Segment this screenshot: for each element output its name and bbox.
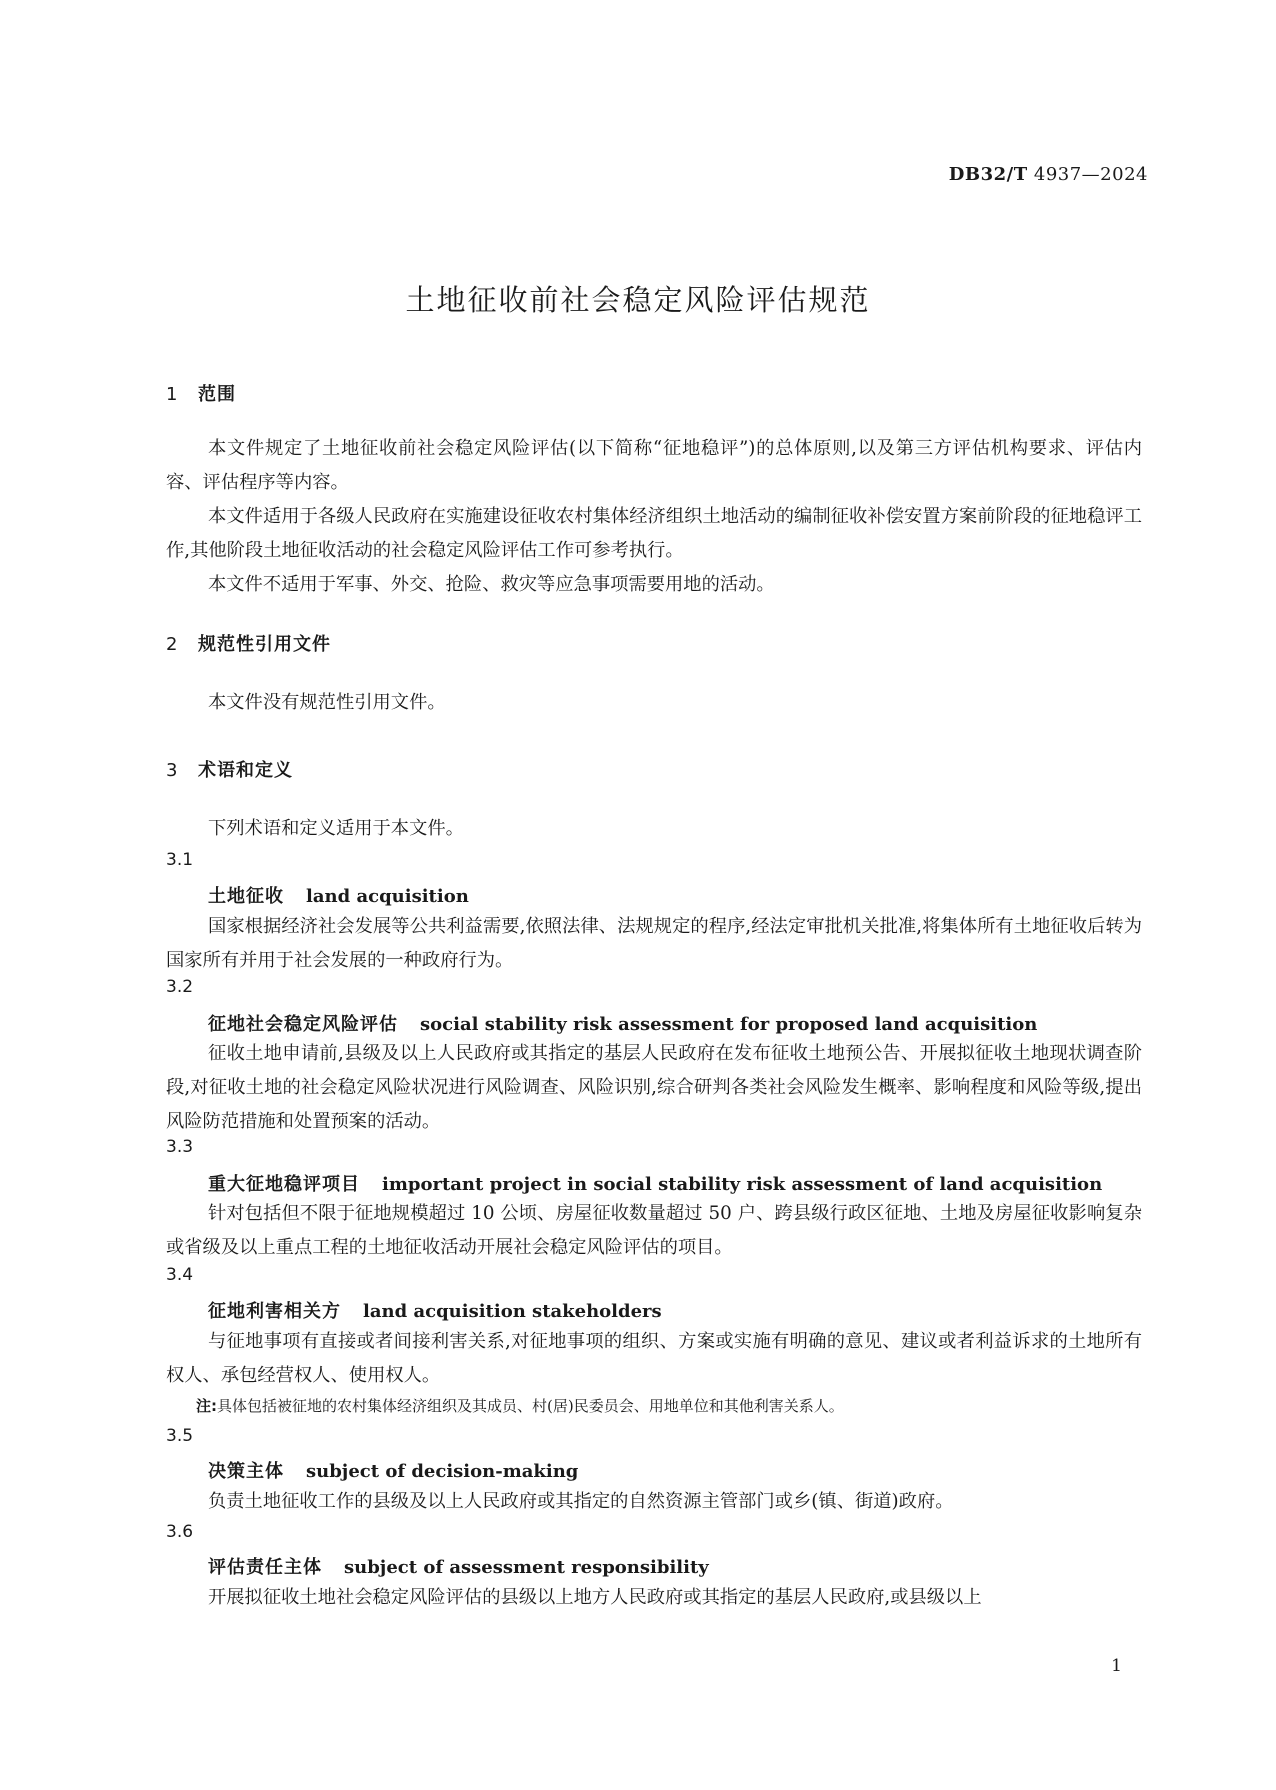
- page-number: 1: [1111, 1656, 1122, 1676]
- definition-text: 国家根据经济社会发展等公共利益需要,依照法律、法规规定的程序,经法定审批机关批准,将集体所有土地征收后转为国家所有并用于社会发展的一种政府行为。: [166, 916, 1142, 971]
- section-3-intro: [166, 812, 1142, 846]
- term-chinese: 征地利害相关方: [208, 1301, 341, 1322]
- section-1-heading: [166, 380, 1142, 406]
- term-heading: [166, 1170, 1184, 1196]
- note-text: 具体包括被征地的农村集体经济组织及其成员、村(居)民委员会、用地单位和其他利害关系人。: [217, 1397, 844, 1415]
- term-chinese: 征地社会稳定风险评估: [208, 1014, 398, 1035]
- section-number: 2: [166, 634, 179, 655]
- document-title: 土地征收前社会稳定风险评估规范: [405, 283, 871, 317]
- paragraph: 本文件规定了土地征收前社会稳定风险评估(以下简称“征地稳评”)的总体原则,以及第三方评估机构要求、评估内容、评估程序等内容。: [166, 438, 1142, 493]
- term-english: land acquisition: [306, 886, 469, 907]
- paragraph: 本文件适用于各级人民政府在实施建设征收农村集体经济组织土地活动的编制征收补偿安置方案前阶段的征地稳评工作,其他阶段土地征收活动的社会稳定风险评估工作可参考执行。: [166, 506, 1142, 561]
- term-english: land acquisition stakeholders: [363, 1301, 662, 1322]
- term-chinese: 重大征地稳评项目: [208, 1174, 360, 1195]
- term-heading: [166, 1457, 1184, 1483]
- term-english: subject of assessment responsibility: [344, 1557, 709, 1578]
- standard-code: [949, 164, 1148, 185]
- term-number: 3.3: [166, 1137, 194, 1157]
- definition-text: 针对包括但不限于征地规模超过 10 公顷、房屋征收数量超过 50 户、跨县级行政区征地、土地及房屋征收影响复杂或省级及以上重点工程的土地征收活动开展社会稳定风险评估的项目。: [166, 1203, 1142, 1258]
- section-2-body: [166, 686, 1142, 720]
- term-heading: [166, 1010, 1184, 1036]
- term-english: important project in social stability risk assessment of land acquisition: [382, 1174, 1103, 1195]
- term-number: 3.1: [166, 850, 194, 870]
- term-heading: [166, 1553, 1184, 1579]
- paragraph: 本文件没有规范性引用文件。: [208, 692, 446, 713]
- section-3-heading: [166, 756, 1142, 782]
- definition-text: 开展拟征收土地社会稳定风险评估的县级以上地方人民政府或其指定的基层人民政府,或县级以上: [208, 1587, 982, 1608]
- section-2-heading: [166, 630, 1142, 656]
- standard-code-number: 4937—2024: [1033, 164, 1148, 185]
- term-heading: [166, 882, 1184, 908]
- paragraph: 下列术语和定义适用于本文件。: [208, 818, 464, 839]
- section-1-body: [166, 432, 1142, 602]
- term-definition: [166, 1485, 1142, 1519]
- paragraph: 本文件不适用于军事、外交、抢险、救灾等应急事项需要用地的活动。: [208, 574, 775, 595]
- note-label: 注:: [196, 1397, 217, 1415]
- term-english: social stability risk assessment for proposed land acquisition: [420, 1014, 1038, 1035]
- term-number: 3.5: [166, 1426, 194, 1446]
- term-chinese: 土地征收: [208, 886, 284, 907]
- section-number: 1: [166, 384, 179, 405]
- definition-text: 与征地事项有直接或者间接利害关系,对征地事项的组织、方案或实施有明确的意见、建议或者利益诉求的土地所有权人、承包经营权人、使用权人。: [166, 1331, 1142, 1386]
- term-definition: [166, 1581, 1142, 1615]
- definition-text: 负责土地征收工作的县级及以上人民政府或其指定的自然资源主管部门或乡(镇、街道)政府。: [208, 1491, 954, 1512]
- term-number: 3.6: [166, 1522, 194, 1542]
- term-heading: [166, 1297, 1184, 1323]
- term-definition: [166, 1037, 1142, 1139]
- section-number: 3: [166, 760, 179, 781]
- term-english: subject of decision-making: [306, 1461, 579, 1482]
- term-definition: [166, 910, 1142, 978]
- section-title: 范围: [198, 384, 236, 405]
- term-note: [166, 1392, 1172, 1420]
- term-number: 3.2: [166, 977, 194, 997]
- term-chinese: 评估责任主体: [208, 1557, 322, 1578]
- term-definition: [166, 1197, 1142, 1265]
- term-number: 3.4: [166, 1265, 194, 1285]
- term-definition: [166, 1325, 1142, 1393]
- section-title: 规范性引用文件: [198, 634, 331, 655]
- definition-text: 征收土地申请前,县级及以上人民政府或其指定的基层人民政府在发布征收土地预公告、开展拟征收土地现状调查阶段,对征收土地的社会稳定风险状况进行风险调查、风险识别,综合研判各类社会风险发生概率、影响程度和风险等级,提出风险防范措施和处置预案的活动。: [166, 1043, 1142, 1132]
- term-chinese: 决策主体: [208, 1461, 284, 1482]
- standard-code-prefix: DB32/T: [948, 164, 1028, 185]
- section-title: 术语和定义: [198, 760, 293, 781]
